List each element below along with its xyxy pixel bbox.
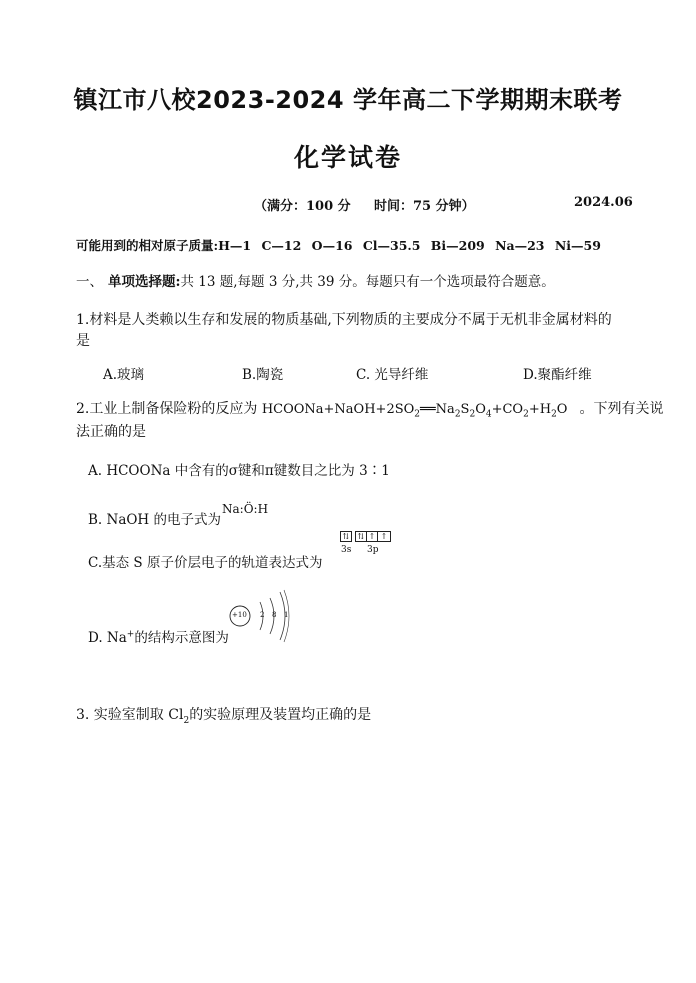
q3-stem-prefix: 3. 实验室制取 Cl [76,707,184,723]
section-number: 一、 [76,274,103,290]
q2-equation [261,402,568,420]
atomic-masses [76,236,601,254]
title-line-1: 镇江市八校2023-2024 学年高二下学期期末联考 [73,86,623,114]
q2-option-d-suffix: 的结构示意图为 [134,630,229,646]
nucleus-charge: +10 [232,611,247,619]
q3-stem-sub: 2 [183,715,190,726]
shell-1-count: 2 [260,611,265,619]
orbital-3s-label: 3s [341,545,352,555]
section-instructions: 共 13 题,每题 3 分,共 39 分。每题只有一个选项最符合题意。 [180,274,555,290]
eq-o: O [475,402,486,417]
eq-sub: 2 [454,409,461,420]
q2-stem-suffix: 。下列有关说 [579,401,664,417]
q2-option-a: A. HCOONa 中含有的σ键和π键数目之比为 3∶1 [88,463,390,479]
eq-co2: +CO [491,402,524,417]
q1-option-b: B.陶瓷 [242,367,284,383]
naoh-na: Na: [222,502,244,516]
full-score: （满分：100 分 [254,199,351,214]
orbital-3p-box-2: ↑ [366,531,378,542]
orbital-3s-box: ⇅ [340,531,352,542]
eq-arrow: ══ [420,402,436,417]
eq-reactants: HCOONa+NaOH+2SO [261,402,415,417]
q2-option-b: B. NaOH 的电子式为 [88,512,221,528]
eq-sub: 2 [469,409,476,420]
atomic-masses-values: H—1 C—12 O—16 Cl—35.5 Bi—209 Na—23 Ni—59 [218,238,601,253]
q2-option-d [88,626,229,646]
eq-sub: 2 [551,409,557,420]
eq-na: Na [435,402,455,417]
q1-stem-line-2: 是 [76,333,90,349]
naoh-o: Ö [243,502,254,516]
q2-option-d-sup: + [126,629,135,640]
q1-stem-line-1: 1.材料是人类赖以生存和发展的物质基础,下列物质的主要成分不属于无机非金属材料的 [76,312,612,328]
title-line-2: 化学试卷 [293,143,402,172]
orbital-3p-box-1: ⇅ [355,531,367,542]
eq-s: S [460,402,470,417]
q2-stem-line-2: 法正确的是 [76,424,146,440]
q2-option-d-prefix: D. Na [88,630,127,646]
q1-option-a: A.玻璃 [103,367,145,383]
eq-sub: 4 [485,409,492,420]
q3-stem-suffix: 的实验原理及装置均正确的是 [189,707,372,723]
exam-date: 2024.06 [574,195,633,210]
shell-3-count: 1 [284,611,289,619]
shell-2-count: 8 [272,611,277,619]
exam-time: 时间：75 分钟） [374,199,475,214]
q1-option-d: D.聚酯纤维 [523,367,592,383]
section-heading: 单项选择题: [108,274,181,290]
eq-sub: 2 [523,409,529,420]
orbital-3p-label: 3p [367,545,379,555]
naoh-h: :H [253,502,269,516]
q2-stem-prefix: 2.工业上制备保险粉的反应为 [76,401,262,417]
atomic-masses-label: 可能用到的相对原子质量: [76,238,219,253]
naoh-electron-formula [222,502,268,516]
na-ion-structure-diagram [228,584,298,644]
eq-water-o: O [556,402,568,417]
section-1-header [76,270,555,290]
q1-option-c: C. 光导纤维 [356,367,429,383]
q2-option-c: C.基态 S 原子价层电子的轨道表达式为 [88,555,323,571]
q3-stem [76,704,371,726]
eq-h2o: +H [528,402,552,417]
orbital-diagram [340,531,392,561]
orbital-3p-box-3: ↑ [377,531,391,542]
eq-sub: 2 [414,409,421,420]
q2-stem-line-1 [76,398,663,420]
